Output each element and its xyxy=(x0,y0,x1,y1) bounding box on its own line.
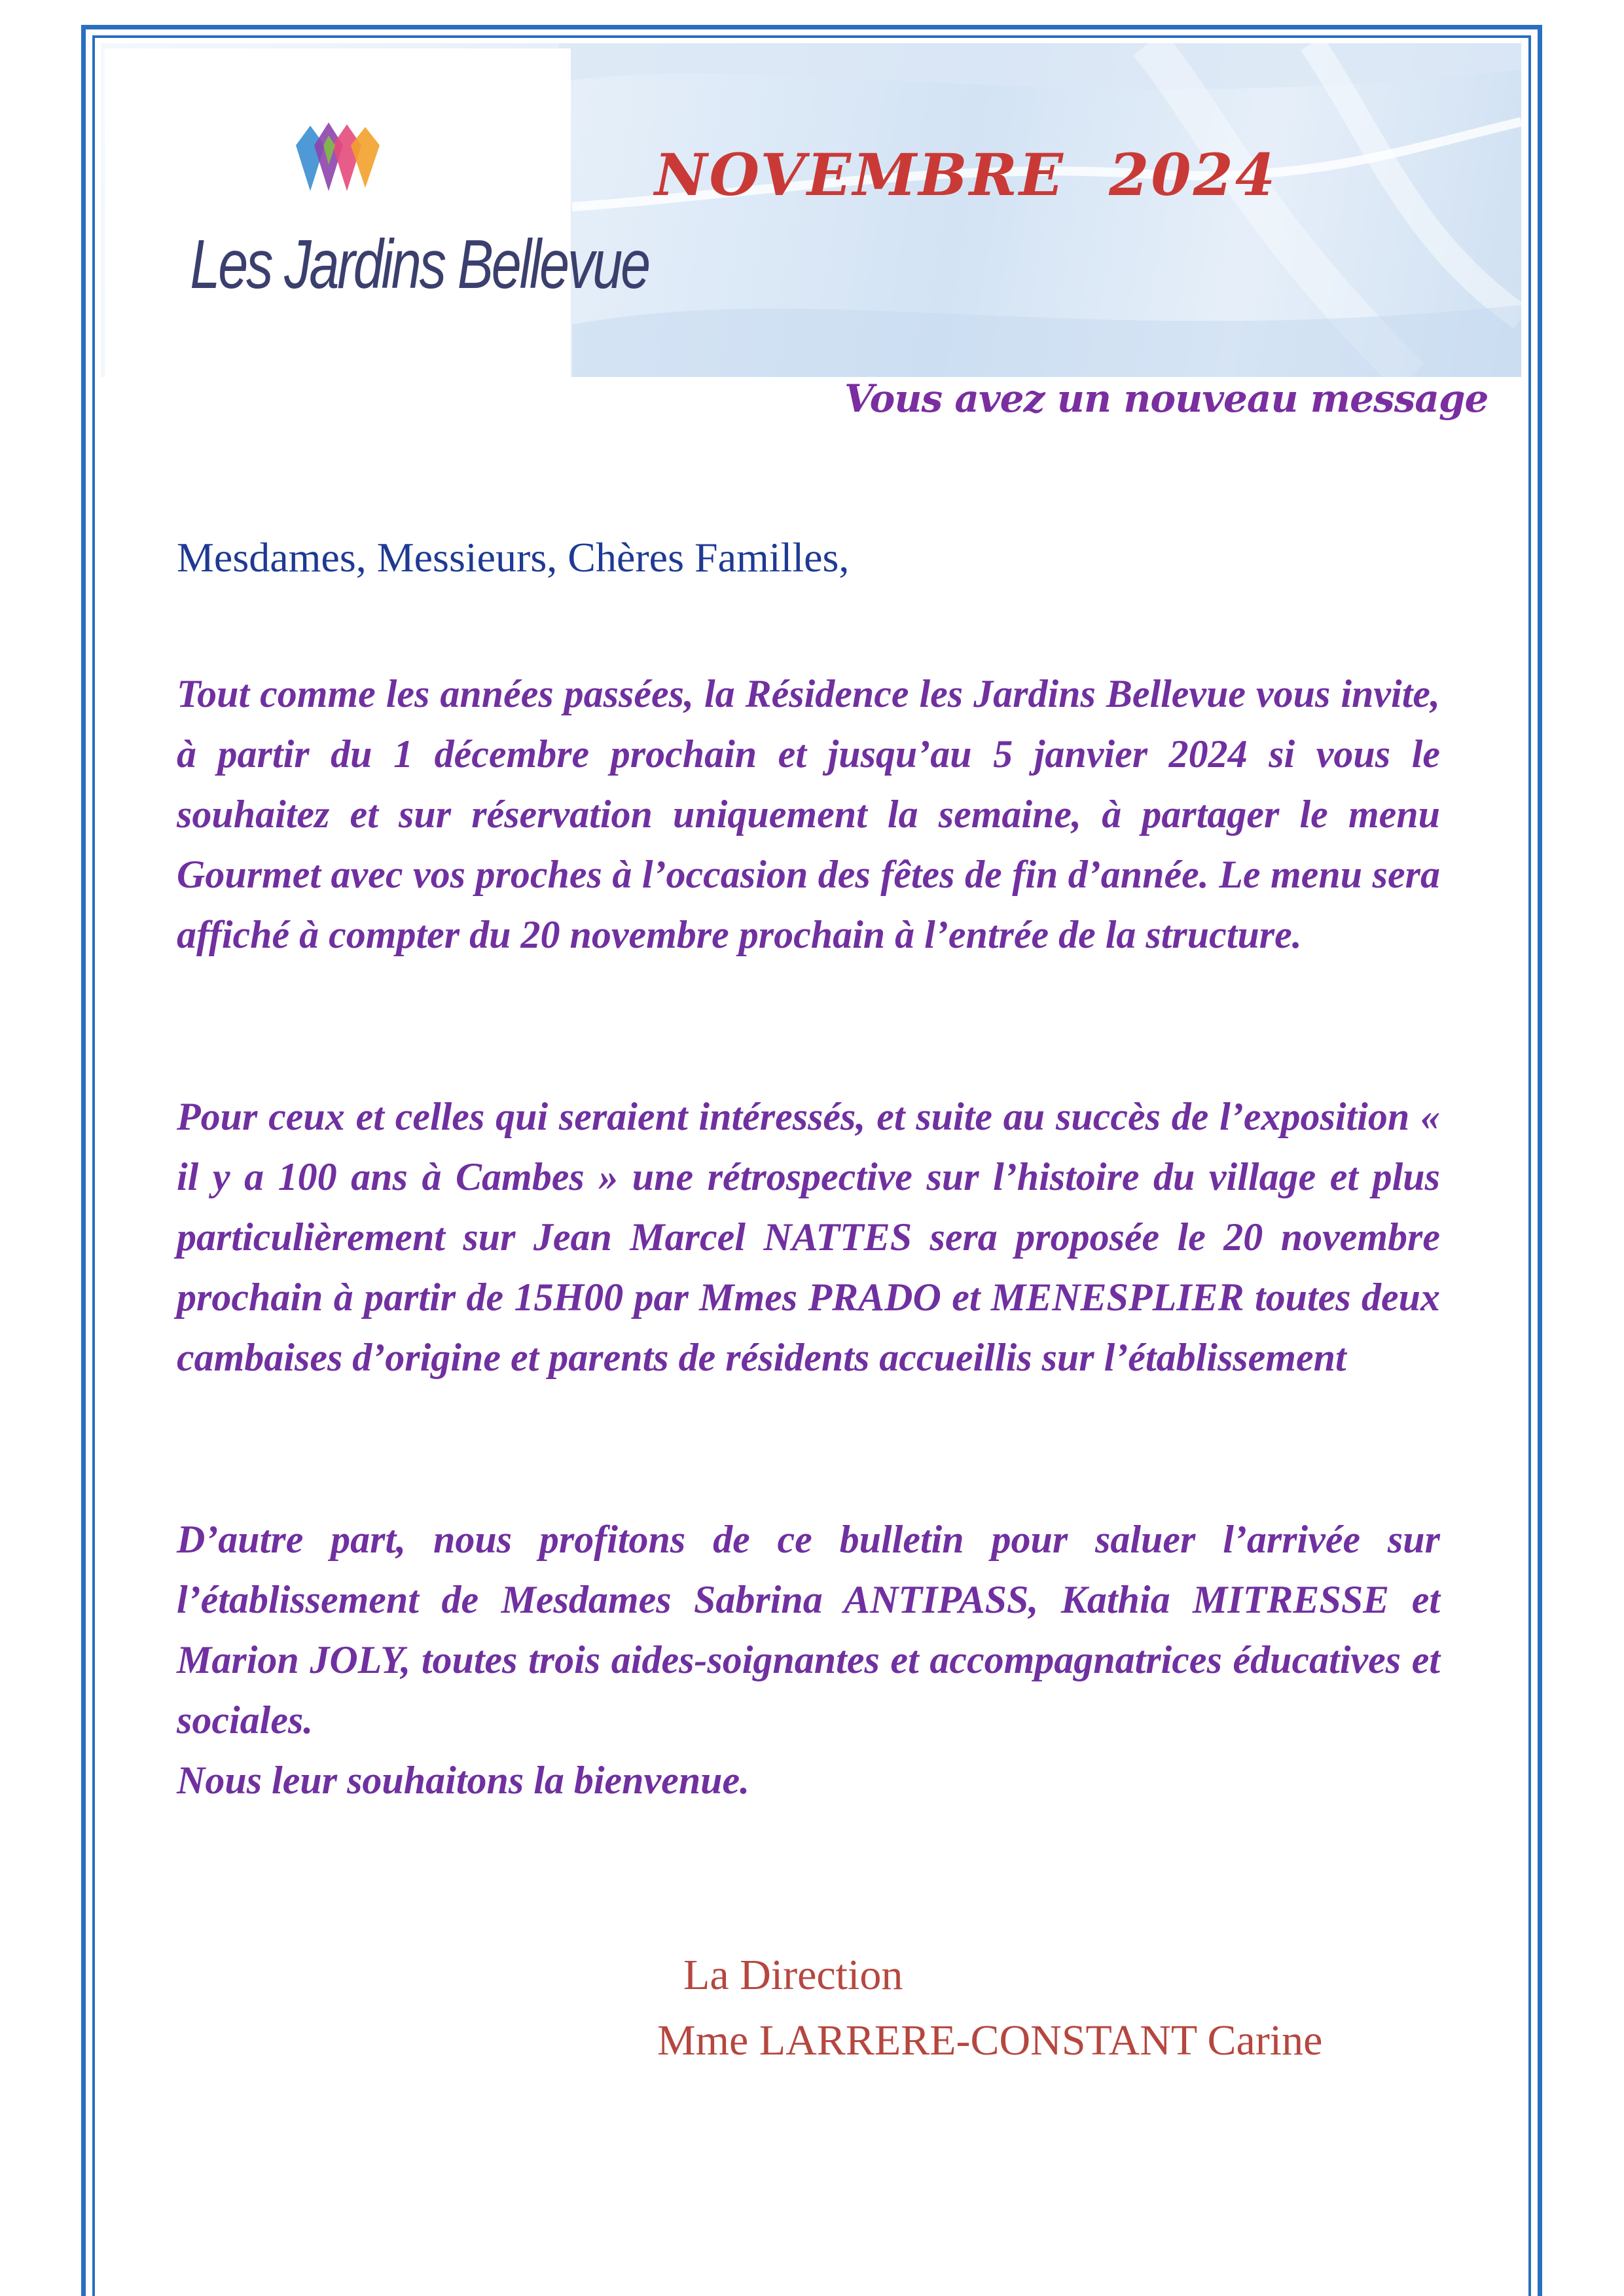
signature-name: Mme LARRERE-CONSTANT Carine xyxy=(657,2017,1323,2064)
letter-paragraph-3: D’autre part, nous profitons de ce bulletin pour saluer l’arrivée sur l’établissement de Mesdames Sabrina ANTIPASS, Kathia MITRESSE et Marion JOLY, toutes trois aides-soignantes et accompagnatrices éducatives et sociales. xyxy=(177,1518,1440,1742)
page-subtitle: Vous avez un nouveau message xyxy=(844,376,1489,421)
page-title: NOVEMBRE 2024 xyxy=(655,141,1278,209)
logo-diamond-icon xyxy=(289,119,388,198)
logo-text: Les Jardins Bellevue xyxy=(190,226,649,303)
signature-role: La Direction xyxy=(683,1951,903,1999)
letter-paragraph-2: Pour ceux et celles qui seraient intéressés, et suite au succès de l’exposition « il y a 100 ans à Cambes » une rétrospective sur l’histoire du village et plus particulièrement sur Jean Marcel NATTES sera proposée le 20 novembre prochain à partir de 15H00 par Mmes PRADO et MENESPLIER toutes deux cambaises d’origine et parents de résidents accueillis sur l’établissement xyxy=(177,1095,1440,1379)
letter-greeting: Mesdames, Messieurs, Chères Familles, xyxy=(177,534,850,581)
letter-paragraph-1: Tout comme les années passées, la Résidence les Jardins Bellevue vous invite, à partir du 1 décembre prochain et jusqu’au 5 janvier 2024 si vous le souhaitez et sur réservation uniquement la semaine, à partager le menu Gourmet avec vos proches à l’occasion des fêtes de fin d’année. Le menu sera affiché à compter du 20 novembre prochain à l’entrée de la structure. xyxy=(177,672,1440,956)
letter-paragraph-3-block xyxy=(177,1509,1440,1810)
letter-closing-line: Nous leur souhaitons la bienvenue. xyxy=(177,1759,750,1802)
logo xyxy=(105,48,649,377)
